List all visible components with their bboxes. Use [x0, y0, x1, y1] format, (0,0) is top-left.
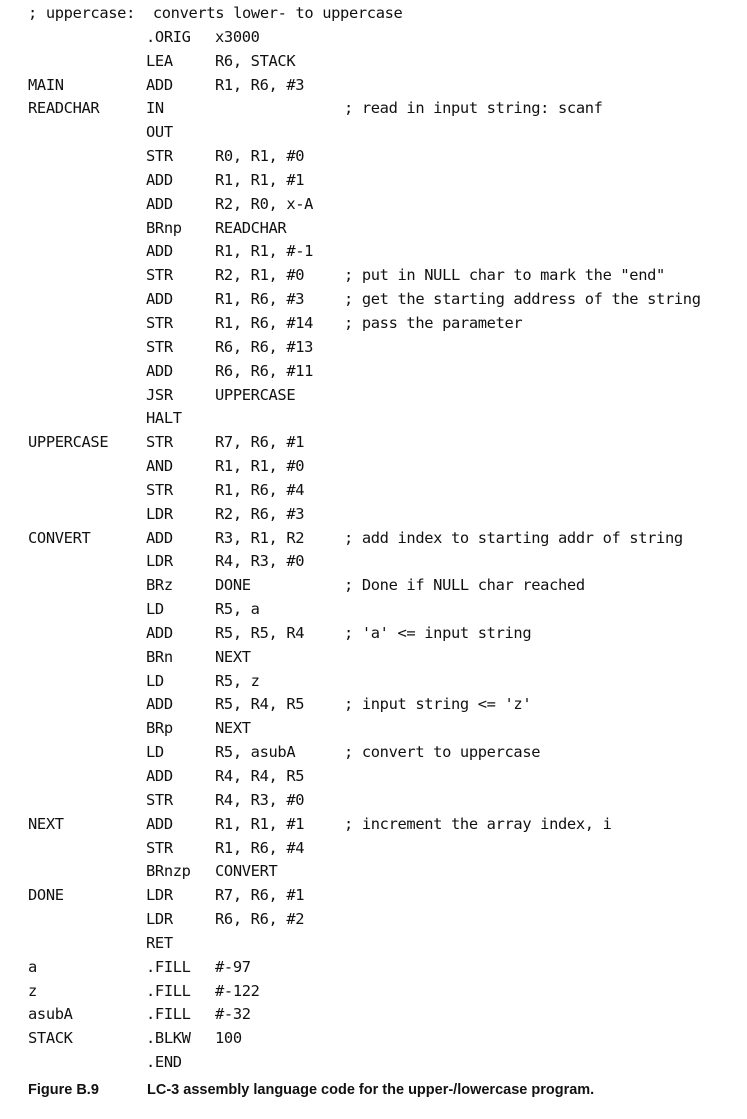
- code-line: [0, 789, 747, 813]
- line-opcode: LD: [146, 743, 164, 762]
- line-opcode: .END: [146, 1053, 182, 1072]
- code-line: [0, 240, 747, 264]
- line-opcode: LD: [146, 600, 164, 619]
- code-line: [0, 97, 747, 121]
- line-comment: ; add index to starting addr of string: [344, 528, 683, 547]
- line-operands: R1, R1, #0: [215, 457, 305, 476]
- line-operands: R1, R6, #3: [215, 75, 305, 94]
- line-opcode: OUT: [146, 123, 173, 142]
- line-operands: R1, R1, #1: [215, 814, 305, 833]
- code-line: [0, 288, 747, 312]
- code-line: [0, 26, 747, 50]
- line-operands: 100: [215, 1029, 242, 1048]
- code-line: [0, 884, 747, 908]
- code-listing: [0, 2, 747, 1075]
- line-operands: R4, R3, #0: [215, 552, 305, 571]
- line-operands: CONVERT: [215, 862, 278, 881]
- line-label: MAIN: [28, 75, 64, 94]
- line-comment: ; convert to uppercase: [344, 743, 541, 762]
- line-operands: READCHAR: [215, 218, 287, 237]
- line-opcode: RET: [146, 933, 173, 952]
- code-line: [0, 670, 747, 694]
- line-opcode: STR: [146, 147, 173, 166]
- line-comment: ; 'a' <= input string: [344, 623, 532, 642]
- line-opcode: LDR: [146, 504, 173, 523]
- line-opcode: STR: [146, 790, 173, 809]
- line-opcode: ADD: [146, 528, 173, 547]
- code-line: [0, 217, 747, 241]
- code-line: [0, 646, 747, 670]
- line-opcode: AND: [146, 457, 173, 476]
- code-line: [0, 384, 747, 408]
- code-line: [0, 407, 747, 431]
- line-opcode: ADD: [146, 695, 173, 714]
- line-opcode: ADD: [146, 75, 173, 94]
- line-operands: R4, R3, #0: [215, 790, 305, 809]
- line-opcode: STR: [146, 266, 173, 285]
- line-opcode: STR: [146, 313, 173, 332]
- line-operands: R5, z: [215, 671, 260, 690]
- line-opcode: BRn: [146, 647, 173, 666]
- line-opcode: ADD: [146, 290, 173, 309]
- line-operands: NEXT: [215, 719, 251, 738]
- line-label: CONVERT: [28, 528, 91, 547]
- code-line: [0, 1003, 747, 1027]
- code-line: [0, 598, 747, 622]
- line-opcode: ADD: [146, 170, 173, 189]
- line-operands: R7, R6, #1: [215, 433, 305, 452]
- line-label: NEXT: [28, 814, 64, 833]
- code-line: [0, 193, 747, 217]
- line-opcode: IN: [146, 99, 164, 118]
- line-comment: ; increment the array index, i: [344, 814, 612, 833]
- line-opcode: BRz: [146, 576, 173, 595]
- code-line: [0, 503, 747, 527]
- line-operands: R5, a: [215, 600, 260, 619]
- line-opcode: LEA: [146, 51, 173, 70]
- line-label: DONE: [28, 886, 64, 905]
- line-label: z: [28, 981, 37, 1000]
- line-opcode: .FILL: [146, 1005, 191, 1024]
- line-opcode: STR: [146, 838, 173, 857]
- line-opcode: ADD: [146, 361, 173, 380]
- code-line: [0, 74, 747, 98]
- code-line: [0, 1027, 747, 1051]
- code-line: [0, 550, 747, 574]
- line-comment: ; put in NULL char to mark the "end": [344, 266, 665, 285]
- line-comment: ; read in input string: scanf: [344, 99, 603, 118]
- line-comment: ; Done if NULL char reached: [344, 576, 585, 595]
- code-line: [0, 980, 747, 1004]
- line-operands: R6, R6, #13: [215, 337, 314, 356]
- line-opcode: BRnzp: [146, 862, 191, 881]
- line-opcode: STR: [146, 480, 173, 499]
- line-opcode: ADD: [146, 194, 173, 213]
- line-comment: ; get the starting address of the string: [344, 290, 701, 309]
- line-operands: R2, R0, x-A: [215, 194, 314, 213]
- line-opcode: STR: [146, 433, 173, 452]
- line-operands: R7, R6, #1: [215, 886, 305, 905]
- line-operands: R3, R1, R2: [215, 528, 305, 547]
- line-operands: R5, R5, R4: [215, 623, 305, 642]
- code-line: [0, 169, 747, 193]
- line-opcode: HALT: [146, 409, 182, 428]
- line-operands: #-97: [215, 957, 251, 976]
- line-opcode: ADD: [146, 767, 173, 785]
- line-operands: R2, R6, #3: [215, 504, 305, 523]
- code-line: [0, 145, 747, 169]
- code-line: [0, 622, 747, 646]
- line-opcode: .FILL: [146, 957, 191, 976]
- line-operands: R1, R6, #4: [215, 838, 305, 857]
- code-line: [0, 121, 747, 145]
- code-line: [0, 813, 747, 837]
- line-label: STACK: [28, 1029, 73, 1048]
- code-line: [0, 717, 747, 741]
- code-line: [0, 693, 747, 717]
- line-opcode: BRnp: [146, 218, 182, 237]
- code-line: [0, 50, 747, 74]
- line-operands: R1, R1, #1: [215, 170, 305, 189]
- code-line: [0, 860, 747, 884]
- line-label: a: [28, 957, 37, 976]
- line-opcode: STR: [146, 337, 173, 356]
- line-label: READCHAR: [28, 99, 100, 118]
- line-opcode: .FILL: [146, 981, 191, 1000]
- line-operands: NEXT: [215, 647, 251, 666]
- code-line: [0, 932, 747, 956]
- line-opcode: LDR: [146, 886, 173, 905]
- line-operands: R1, R6, #14: [215, 313, 314, 332]
- line-operands: R1, R6, #4: [215, 480, 305, 499]
- code-line: [0, 336, 747, 360]
- line-operands: R2, R1, #0: [215, 266, 305, 285]
- code-line: [0, 431, 747, 455]
- code-line: [0, 956, 747, 980]
- line-operands: UPPERCASE: [215, 385, 296, 404]
- code-line: [0, 312, 747, 336]
- line-opcode: BRp: [146, 719, 173, 738]
- line-opcode: LDR: [146, 910, 173, 929]
- line-opcode: ADD: [146, 814, 173, 833]
- figure-caption: [28, 1082, 743, 1098]
- line-operands: R1, R6, #3: [215, 290, 305, 309]
- code-line: [0, 264, 747, 288]
- line-operands: R4, R4, R5: [215, 767, 305, 785]
- code-line: [0, 741, 747, 765]
- line-comment: ; input string <= 'z': [344, 695, 532, 714]
- line-operands: R5, asubA: [215, 743, 296, 762]
- line-opcode: .ORIG: [146, 27, 191, 46]
- line-operands: DONE: [215, 576, 251, 595]
- line-operands: #-122: [215, 981, 260, 1000]
- line-operands: R1, R1, #-1: [215, 242, 314, 261]
- code-line: [0, 837, 747, 861]
- line-operands: R6, R6, #11: [215, 361, 314, 380]
- figure-caption-text: LC-3 assembly language code for the upper-/lowercase program.: [147, 1082, 595, 1098]
- code-line: [0, 455, 747, 479]
- line-opcode: .BLKW: [146, 1029, 191, 1048]
- line-operands: x3000: [215, 27, 260, 46]
- line-label: UPPERCASE: [28, 433, 109, 452]
- code-line: [0, 908, 747, 932]
- code-line: [0, 360, 747, 384]
- code-line: [0, 527, 747, 551]
- figure-number: Figure B.9: [28, 1082, 99, 1098]
- line-opcode: ADD: [146, 623, 173, 642]
- line-opcode: LDR: [146, 552, 173, 571]
- line-label: asubA: [28, 1005, 73, 1024]
- header-comment: ; uppercase: converts lower- to uppercase: [28, 4, 403, 22]
- line-opcode: ADD: [146, 242, 173, 261]
- code-line: [0, 765, 747, 789]
- line-opcode: LD: [146, 671, 164, 690]
- line-operands: R6, STACK: [215, 51, 296, 70]
- line-operands: #-32: [215, 1005, 251, 1024]
- line-opcode: JSR: [146, 385, 173, 404]
- line-comment: ; pass the parameter: [344, 313, 523, 332]
- line-operands: R5, R4, R5: [215, 695, 305, 714]
- line-operands: R0, R1, #0: [215, 147, 305, 166]
- code-line: [0, 1051, 747, 1075]
- code-line: [0, 479, 747, 503]
- line-operands: R6, R6, #2: [215, 910, 305, 929]
- code-line: [0, 574, 747, 598]
